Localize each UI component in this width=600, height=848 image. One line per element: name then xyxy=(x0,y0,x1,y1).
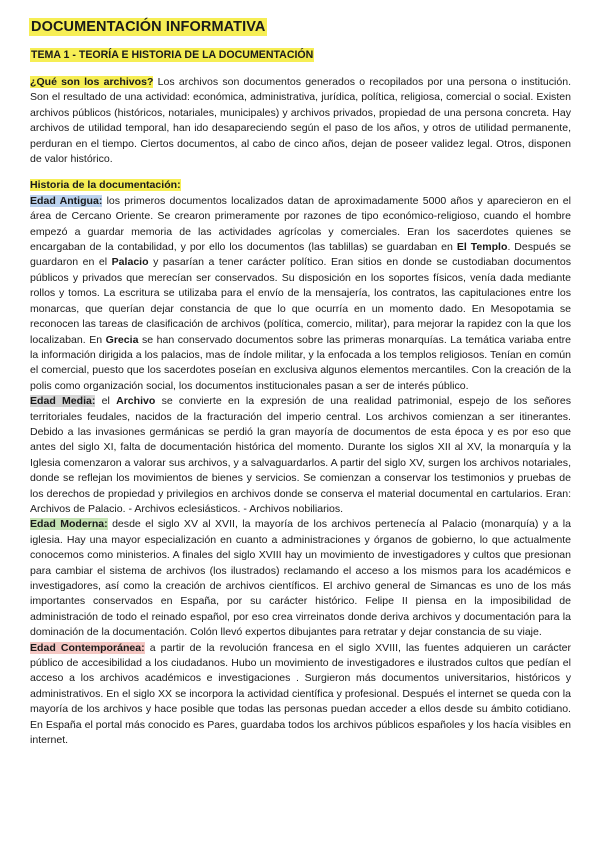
edad-media-label: Edad Media: xyxy=(30,395,96,408)
edad-antigua-bold-2: Palacio xyxy=(111,256,149,269)
edad-media-paragraph xyxy=(30,394,571,517)
document-title: DOCUMENTACIÓN INFORMATIVA xyxy=(31,19,266,35)
edad-antigua-bold-3: Grecia xyxy=(105,333,139,346)
edad-antigua-text-3: y pasarían a tener carácter político. Eran sitios en donde se custodiaban documentos públicos y privados que merecían ser conservados. Su disposición en los soportes físicos, venía dada mediante rollos y tomos. La escritura se utilizaba para el envío de la mensajería, los contratos, las capitulaciones entre los monarcas, que querían dejar constancia de que lo que ocurría en un momento dado. En Mesopotamia se reconocen las tareas de clasificación de archivos (política, comercio, militar), para mejorar la rapidez con la que los localizaban. En xyxy=(30,256,571,346)
intro-text: Los archivos son documentos generados o recopilados por una persona o institución. Son el resultado de una actividad: económica, administrativa, jurídica, política, religiosa, comercial o social. Existen archivos públicos (históricos, notariales, municipales) y archivos privados, propiedad de una persona concreta. Hay archivos de utilidad temporal, han ido desapareciendo según el paso de los años, y otros de utilidad permanente, perduran en el tiempo. Ciertos documentos, al cabo de cinco años, dejan de poseer validez legal. Otros, disponen de valor histórico. xyxy=(30,76,571,166)
section-title: TEMA 1 - TEORÍA E HISTORIA DE LA DOCUMENTACIÓN xyxy=(31,49,314,61)
edad-contemporanea-label: Edad Contemporánea: xyxy=(30,641,145,654)
edad-antigua-text-2: . Después se guardaron en el xyxy=(30,241,571,269)
edad-moderna-paragraph xyxy=(30,517,571,640)
edad-antigua-text-4: se han conservado documentos sobre las primeras monarquías. La temática variaba entre la información dirigida a los palacios, mas de índole militar, y la enfocada a los templos religiosos. Tenían en común el comercial, puesto que los sacerdotes poseían en exclusiva algunos elementos mercantiles. Con la creación de la polis como organización social, los documentos institucionales pasan a ser de interés público. xyxy=(30,333,571,392)
edad-antigua-label: Edad Antigua: xyxy=(30,194,103,207)
intro-heading: ¿Qué son los archivos? xyxy=(30,76,154,88)
edad-contemporanea-text: a partir de la revolución francesa en el siglo XVIII, las fuentes adquieren un carácter público de accesibilidad a los ciudadanos. Hubo un movimiento de investigadores e ilustrados cultos que pedían el acceso a los archivos académicos e investigaciones . Surgieron más documentos universitarios, históricos y administrativos. En el siglo XX se incorpora la actividad científica y profesional. Después el internet se queda con la mayoría de los archivos y hace posible que todas las personas puedan acceder a ellos desde su ámbito cotidiano. En España el portal más conocido es Pares, guardaba todos los archivos públicos españoles y los hacía visibles en internet. xyxy=(30,641,572,747)
edad-antigua-paragraph xyxy=(30,194,571,394)
edad-contemporanea-paragraph xyxy=(30,641,571,749)
edad-media-text-2: se convierte en la expresión de una realidad patrimonial, espejo de los señores territoriales feudales, nacidos de la fracturación del imperio central. Los archivos comienzan a ser itinerantes. Debido a las invasiones germánicas se perdió la gran mayoría de documentos de esta época y es por eso que antes del siglo XI, falta de documentación histórica del momento. Durante los siglos XII al XV, la monarquía y la Iglesia comenzaron a valorar sus archivos, y a salvaguardarlos. A partir del siglo XV, surgen los archivos notariales, donde se reflejan los movimientos de bienes y servicios. Se comienzan a conservar los testimonios y pruebas de los derechos de propiedad y privilegios en archivos donde se conserva el material documental en cartularios. Eran: Archivos de Palacio. - Archivos eclesiásticos. - Archivos nobiliarios. xyxy=(30,395,572,515)
edad-antigua-bold-1: El Templo xyxy=(456,241,508,254)
edad-moderna-text: desde el siglo XV al XVII, la mayoría de los archivos pertenecía al Palacio (monarquía) y a la iglesia. Hay una mayor especialización en cuanto a administraciones y órganos de gobierno, lo que actualmente conocemos como ministerios. A finales del siglo XVIII hay un movimiento de investigadores y cultos que presionan para cambiar el sistema de archivos (los ilustrados) reclamando el acceso a los mismos para los académicos e investigadores, así como la creación de archivos científicos. El archivo general de Simancas es uno de los más importantes conservados en España, por su carácter histórico. Felipe II piensa en la imposibilidad de administración de todo el reinado español, por eso crea virreinatos donde deriva archivos y documentación para la dominación de la documentación. Colón llevó expertos dibujantes para retratar y dejar constancia de su viaje. xyxy=(30,518,571,639)
edad-moderna-label: Edad Moderna: xyxy=(30,518,108,531)
edad-antigua-text-1: los primeros documentos localizados datan de aproximadamente 5000 años y aparecieron en el área de Cercano Oriente. Se crearon primeramente por razones de tipo económico-religioso, cuando el hombre empezó a guardar memoria de las actividades agrícolas y comerciales. Eran los sacerdotes quienes se encargaban de la contabilidad, y por ello los documentos (las tablillas) se guardaban en xyxy=(30,194,572,254)
intro-paragraph xyxy=(30,75,571,167)
history-heading: Historia de la documentación: xyxy=(30,179,181,192)
edad-media-text-1: el xyxy=(95,395,117,408)
history-heading-line xyxy=(30,178,571,193)
edad-media-bold-1: Archivo xyxy=(116,395,156,408)
